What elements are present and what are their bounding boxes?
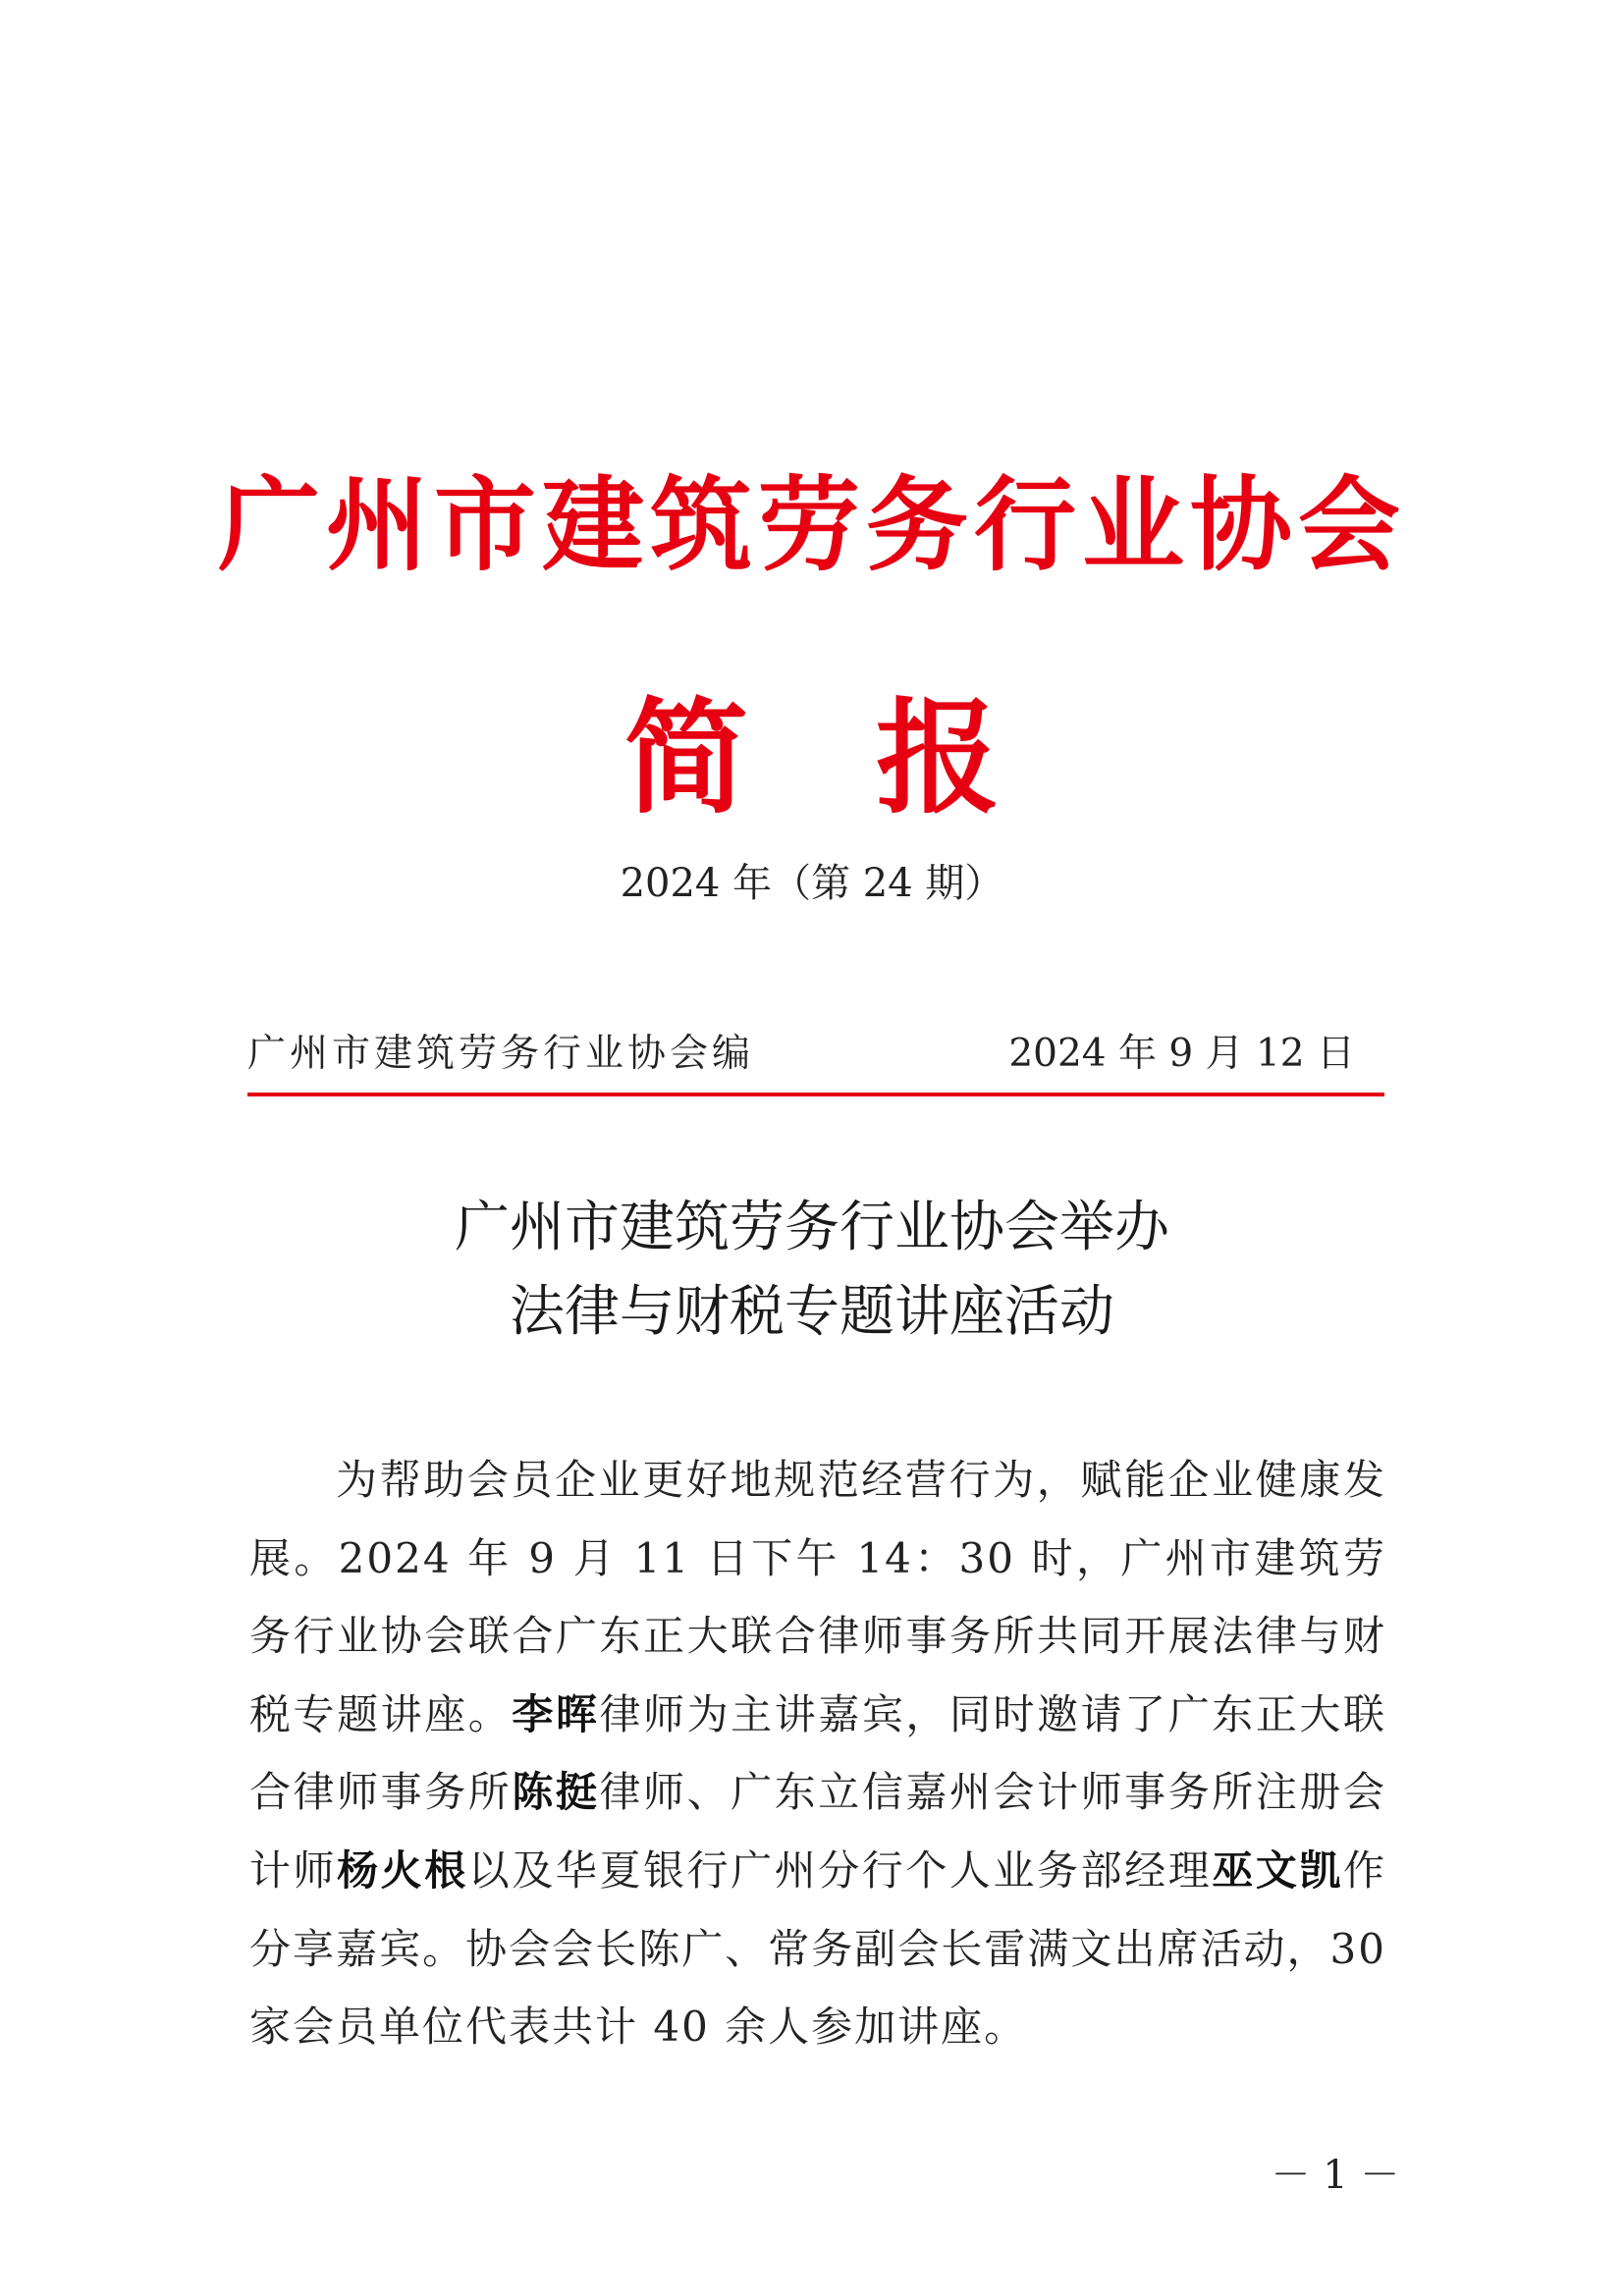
guest-name-2: 陈挺	[512, 1768, 600, 1817]
article-title-line-1: 广州市建筑劳务行业协会举办	[455, 1196, 1169, 1259]
article-title	[0, 1186, 1624, 1355]
masthead-title	[0, 685, 1624, 832]
body-text-segment-2: 律师为主讲嘉宾，同时邀请了广东正大联合律师事务所	[249, 1689, 1386, 1817]
meta-row	[247, 1027, 1384, 1082]
masthead-title-char-1: 简	[624, 686, 748, 830]
masthead-organization: 广州市建筑劳务行业协会	[217, 465, 1406, 585]
issue-number: 2024 年（第 24 期）	[620, 861, 1004, 906]
page-number: － 1 －	[1271, 2153, 1400, 2198]
article-body-paragraph	[249, 1441, 1386, 2066]
body-text-segment-5: 作分享嘉宾。协会会长陈广、常务副会长雷满文出席活动，30 家会员单位代表共计 40 余人参加讲座。	[249, 1845, 1386, 2052]
body-text-segment-4: 以及华夏银行广州分行个人业务部经理	[467, 1845, 1213, 1895]
guest-name-4: 巫文凯	[1212, 1845, 1343, 1895]
guest-name-3: 杨火根	[337, 1845, 468, 1895]
red-divider-line	[247, 1093, 1384, 1096]
article-title-line-2: 法律与财税专题讲座活动	[510, 1280, 1114, 1344]
body-text-segment-1: 为帮助会员企业更好地规范经营行为，赋能企业健康发展。2024 年 9 月 11 日下午 14：30 时，广州市建筑劳务行业协会联合广东正大联合律师事务所共同开展法律与财税专题讲座。	[249, 1456, 1386, 1738]
editor-line: 广州市建筑劳务行业协会编	[247, 1032, 755, 1076]
speaker-name-1: 李晖	[512, 1689, 600, 1738]
publish-date: 2024 年 9 月 12 日	[1008, 1032, 1355, 1076]
masthead-title-char-2: 报	[876, 686, 1000, 830]
body-text-segment-3: 律师、广东立信嘉州会计师事务所注册会计师	[249, 1768, 1386, 1895]
